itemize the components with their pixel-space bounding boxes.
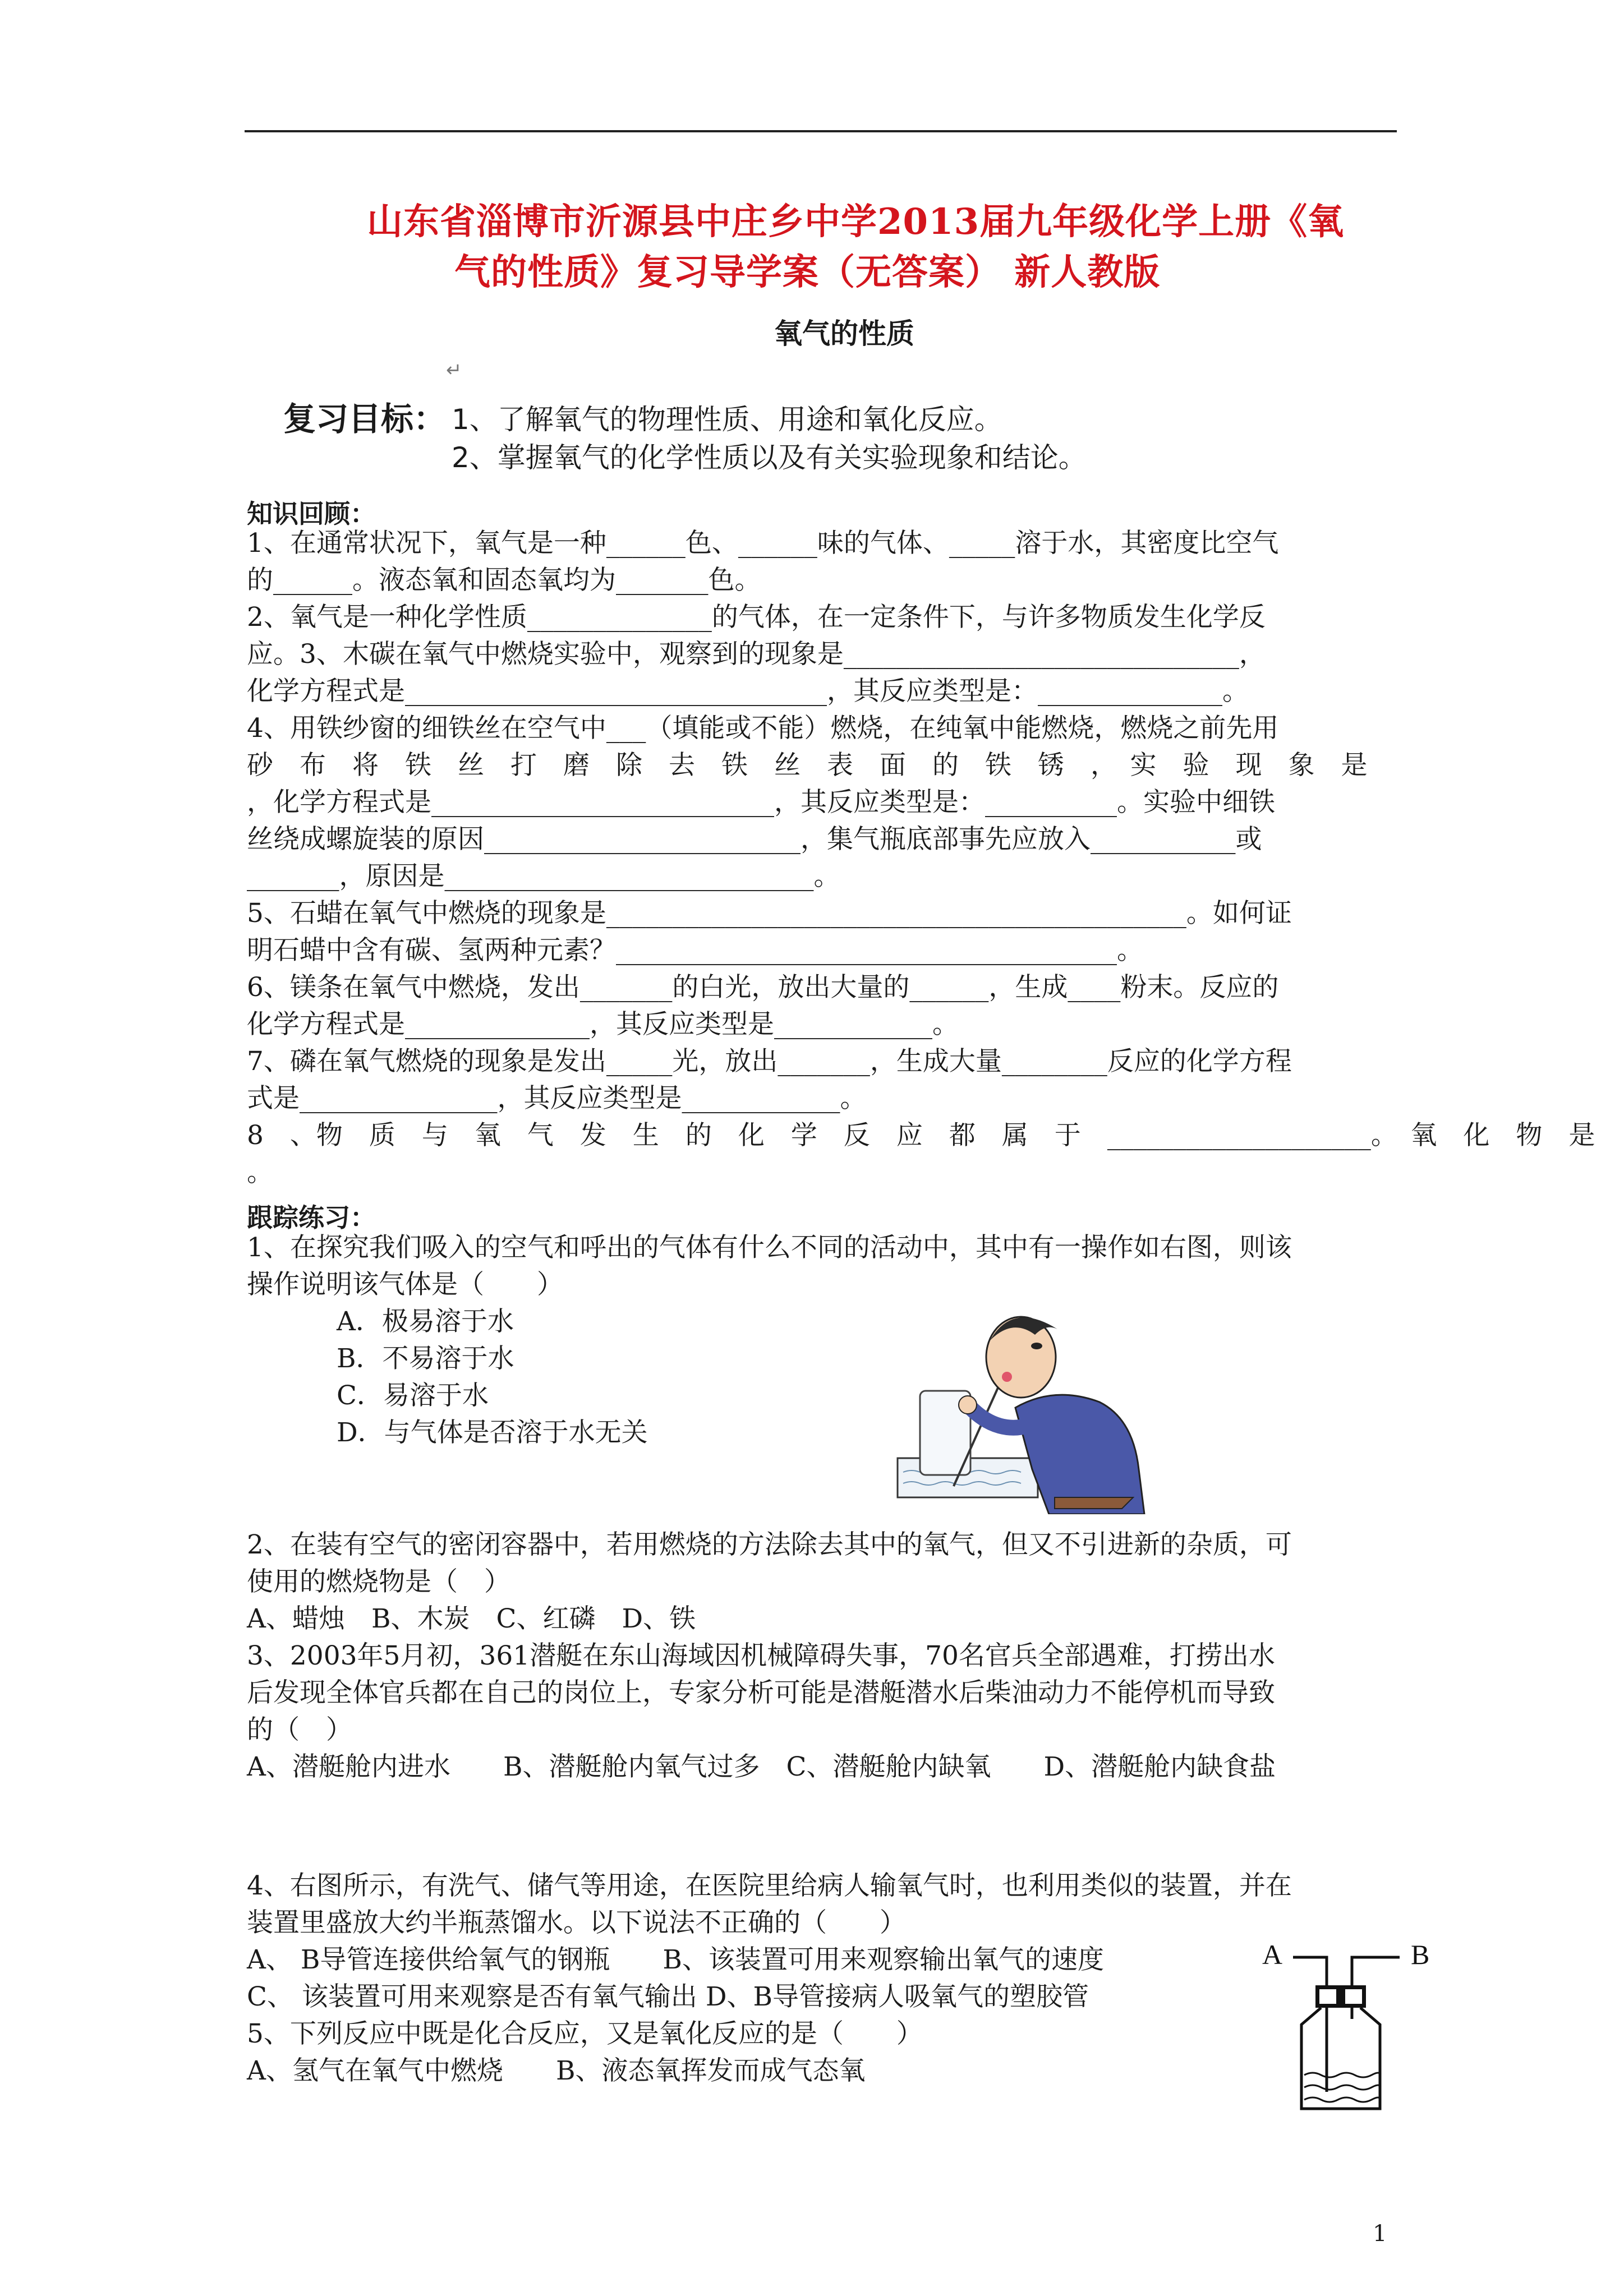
review-line: 2、氧气是一种化学性质______________的气体，在一定条件下，与许多物质发生化学反 (247, 602, 1266, 633)
option-a: A．极易溶于水 (337, 1306, 514, 1337)
review-heading: 知识回顾： (247, 499, 376, 529)
review-line: 明石蜡中含有碳、氢两种元素？______________________________________。 (247, 935, 1143, 966)
review-line: 1、在通常状况下，氧气是一种______色、______味的气体、_____溶于水，其密度比空气 (247, 528, 1279, 559)
gas-bottle-diagram (1251, 1935, 1442, 2114)
question-2-line: 2、在装有空气的密闭容器中，若用燃烧的方法除去其中的氧气，但又不引进新的杂质，可 (247, 1529, 1292, 1560)
review-line: 6、镁条在氧气中燃烧，发出_______的白光，放出大量的______，生成____粉末。反应的 (247, 972, 1279, 1003)
review-line: 7、磷在氧气燃烧的现象是发出_____光，放出_______，生成大量________反应的化学方程 (247, 1046, 1292, 1077)
goals-label: 复习目标： (283, 400, 447, 438)
review-line: 的______。液态氧和固态氧均为_______色。 (247, 565, 761, 596)
question-4-line: 4、右图所示，有洗气、储气等用途，在医院里给病人输氧气时，也利用类似的装置，并在 (247, 1870, 1292, 1901)
question-3-line: A、潜艇舱内进水 B、潜艇舱内氧气过多 C、潜艇舱内缺氧 D、潜艇舱内缺食盐 (247, 1751, 1276, 1782)
review-line: 化学方程式是________________________________，其反应类型是：______________。 (247, 676, 1249, 707)
option-b: B．不易溶于水 (337, 1343, 514, 1374)
question-3-line: 的（ ） (247, 1714, 352, 1745)
question-2-line: A、蜡烛 B、木炭 C、红磷 D、铁 (247, 1603, 696, 1634)
tube-label-b: B (1411, 1939, 1430, 1970)
question-2-line: 使用的燃烧物是（ ） (247, 1566, 510, 1597)
review-line: 8 、物 质 与 氧 气 发 生 的 化 学 反 应 都 属 于 ____________________。 氧 化 物 是 (247, 1120, 1595, 1151)
tube-label-a: A (1262, 1939, 1283, 1970)
question-1-line: 操作说明该气体是（ ） (247, 1269, 563, 1300)
page-number: 1 (1373, 2221, 1387, 2247)
practice-heading: 跟踪练习： (247, 1202, 376, 1233)
review-line: 4、用铁纱窗的细铁丝在空气中___（填能或不能）燃烧，在纯氧中能燃烧，燃烧之前先用 (247, 713, 1279, 744)
question-3 (247, 1638, 1276, 1786)
review-line: ，化学方程式是__________________________，其反应类型是：__________。实验中细铁 (247, 787, 1275, 818)
option-c: C．易溶于水 (337, 1380, 489, 1411)
review-line: 化学方程式是______________，其反应类型是____________。 (247, 1009, 959, 1040)
goal-item-1: 1、了解氧气的物理性质、用途和氧化反应。 (452, 403, 1002, 436)
goal-item-2: 2、掌握氧气的化学性质以及有关实验现象和结论。 (452, 441, 1087, 474)
review-line: 应。3、木碳在氧气中燃烧实验中，观察到的现象是______________________________， (247, 639, 1266, 670)
question-4-line: C、 该装置可用来观察是否有氧气输出 D、B导管接病人吸氧气的塑胶管 (247, 1981, 1089, 2012)
document-title-line1: 山东省淄博市沂源县中庄乡中学2013届九年级化学上册《氧 (367, 201, 1345, 243)
experiment-illustration (886, 1290, 1189, 1514)
review-line: 砂 布 将 铁 丝 打 磨 除 去 铁 丝 表 面 的 铁 锈 ， 实 验 现 象 是 (247, 750, 1368, 781)
question-5-line: A、氢气在氧气中燃烧 B、液态氧挥发而成气态氧 (247, 2055, 866, 2086)
section-subtitle: 氧气的性质 (774, 317, 914, 350)
review-line: 丝绕成螺旋装的原因________________________，集气瓶底部事先应放入___________或 (247, 824, 1262, 855)
question-4 (247, 1868, 1292, 2016)
paragraph-mark: ↵ (446, 359, 462, 381)
question-2 (247, 1527, 1292, 1638)
review-line: 5、石蜡在氧气中燃烧的现象是____________________________________________。如何证 (247, 898, 1292, 929)
review-body (247, 525, 1595, 1191)
review-line: 。 (247, 1157, 273, 1188)
question-3-line: 后发现全体官兵都在自己的岗位上，专家分析可能是潜艇潜水后柴油动力不能停机而导致 (247, 1677, 1275, 1708)
question-3-line: 3、2003年5月初，361潜艇在东山海域因机械障碍失事，70名官兵全部遇难，打捞出水 (247, 1640, 1275, 1671)
review-line: _______，原因是____________________________。 (247, 861, 840, 892)
option-d: D．与气体是否溶于水无关 (337, 1417, 648, 1448)
header-rule (245, 130, 1397, 132)
question-1-line: 1、在探究我们吸入的空气和呼出的气体有什么不同的活动中，其中有一操作如右图，则该 (247, 1232, 1292, 1263)
question-4-line: A、 B导管连接供给氧气的钢瓶 B、该装置可用来观察输出氧气的速度 (247, 1944, 1104, 1975)
question-4-line: 装置里盛放大约半瓶蒸馏水。以下说法不正确的（ ） (247, 1907, 906, 1938)
document-title-line2: 气的性质》复习导学案（无答案） 新人教版 (454, 251, 1161, 293)
question-5-line: 5、下列反应中既是化合反应，又是氧化反应的是（ ） (247, 2018, 923, 2049)
review-line: 式是_______________，其反应类型是____________。 (247, 1083, 867, 1114)
question-5 (247, 2016, 923, 2090)
question-1-options (337, 1303, 648, 1451)
